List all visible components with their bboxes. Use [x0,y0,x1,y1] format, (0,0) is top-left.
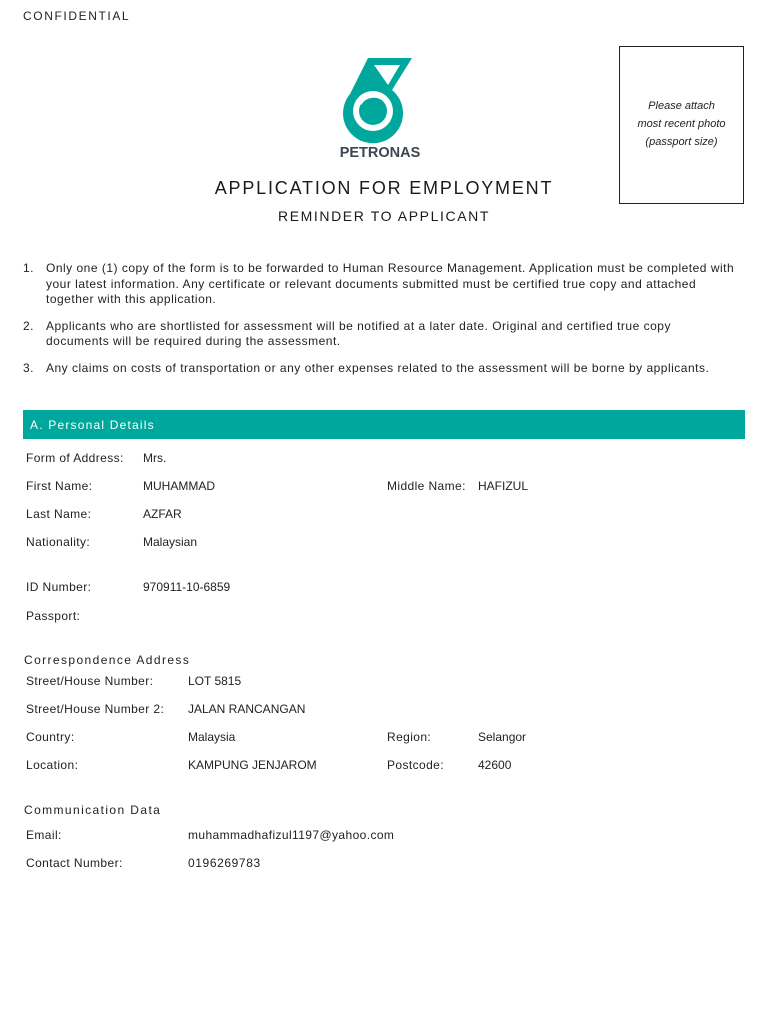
reminder-list [23,261,735,387]
petronas-droplet-icon [343,58,412,143]
location-value: KAMPUNG JENJAROM [188,758,317,772]
reminder-item [23,261,735,308]
reminder-text: Any claims on costs of transportation or any other expenses related to the assessment will be borne by applicants. [46,360,710,375]
personal-details-header: A. Personal Details [23,410,745,439]
petronas-logo [330,52,430,164]
reminder-item [23,361,735,377]
photo-note-line-2: most recent photo [637,118,726,130]
last-name-value: AZFAR [143,507,182,521]
reminder-number: 1. [23,261,35,275]
id-number-value: 970911-10-6859 [143,580,231,594]
contact-number-value: 0196269783 [188,856,261,870]
communication-data-heading: Communication Data [24,803,162,817]
middle-name-value: HAFIZUL [478,479,529,493]
last-name-label: Last Name: [26,507,92,521]
middle-name-label: Middle Name: [387,479,466,493]
street2-label: Street/House Number 2: [26,702,165,716]
correspondence-address-heading: Correspondence Address [24,653,191,667]
form-of-address-value: Mrs. [143,451,167,465]
page-subtitle: REMINDER TO APPLICANT [277,208,490,224]
first-name-value: MUHAMMAD [143,479,215,493]
location-label: Location: [26,758,79,772]
passport-label: Passport: [26,609,81,623]
reminder-number: 3. [23,360,35,375]
nationality-label: Nationality: [26,535,91,549]
first-name-label: First Name: [26,479,93,493]
street2-value: JALAN RANCANGAN [188,702,306,716]
reminder-item [23,319,735,350]
street1-value: LOT 5815 [188,674,242,688]
email-label: Email: [26,828,62,842]
postcode-label: Postcode: [387,758,444,772]
reminder-text: Applicants who are shortlisted for assessment will be notified at a later date. Original and certified true copy documents will be required during the assessment. [46,318,671,348]
postcode-value: 42600 [478,758,512,772]
id-number-label: ID Number: [26,580,92,594]
petronas-wordmark: PETRONAS [339,145,421,161]
reminder-text: Only one (1) copy of the form is to be forwarded to Human Resource Management. Application must be completed with your latest information. Any certificate or relevant documents submitted must be certified true copy and attached together with this application. [46,261,735,306]
nationality-value: Malaysian [143,535,198,549]
country-value: Malaysia [188,730,236,744]
contact-number-label: Contact Number: [26,856,123,870]
reminder-number: 2. [23,318,35,333]
page-title: APPLICATION FOR EMPLOYMENT [214,178,554,198]
region-label: Region: [387,730,432,744]
form-of-address-label: Form of Address: [26,451,124,465]
region-value: Selangor [478,730,527,744]
photo-note-line-1: Please attach [648,100,715,112]
street1-label: Street/House Number: [26,674,154,688]
email-value: muhammadhafizul1197@yahoo.com [188,828,395,842]
country-label: Country: [26,730,75,744]
photo-note-line-3: (passport size) [645,136,718,148]
confidential-label: CONFIDENTIAL [23,9,131,23]
